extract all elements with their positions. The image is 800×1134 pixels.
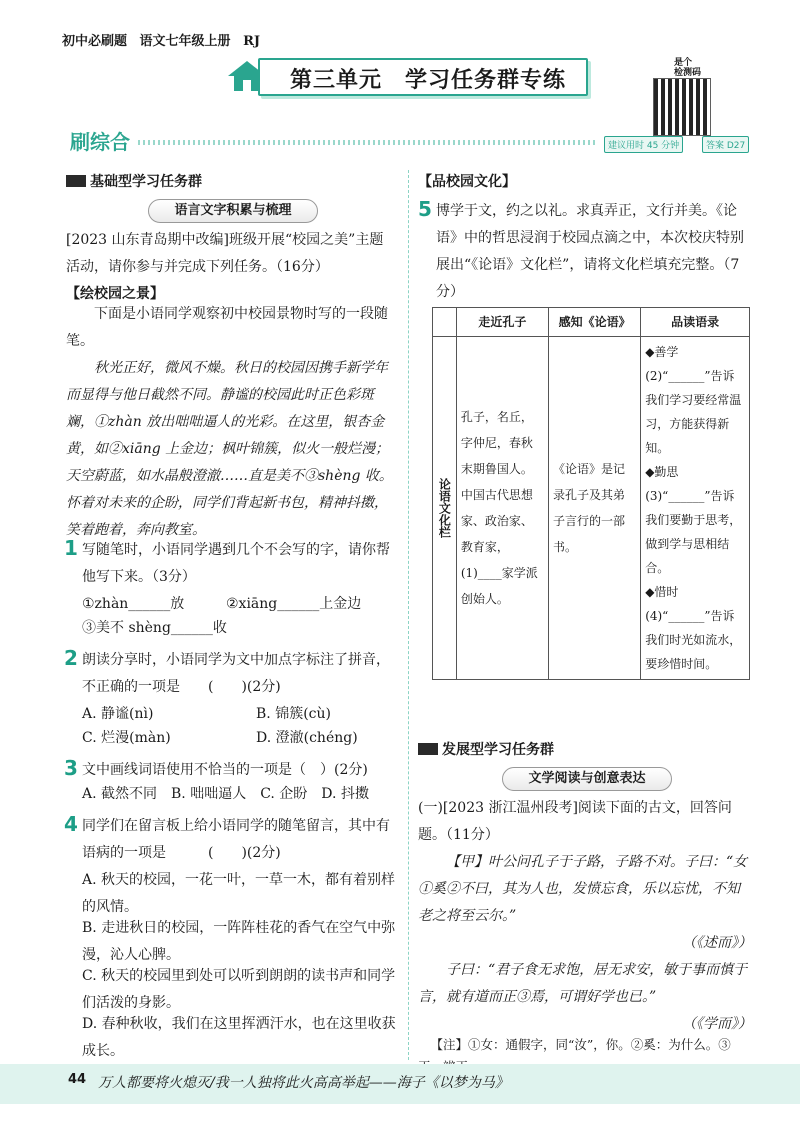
answer-badge: 答案 D27 bbox=[702, 136, 749, 153]
q4-option-d[interactable]: D. 春种秋收，我们在这里挥洒汗水，也在这里收获成长。 bbox=[82, 1016, 396, 1059]
annotation-note: 【注】①女：通假字，同“汝”，你。②奚：为什么。③ bbox=[430, 1037, 731, 1052]
q5-number: 5 bbox=[418, 197, 432, 221]
book-name: 初中必刷题 bbox=[62, 34, 128, 49]
section2-title bbox=[418, 739, 554, 759]
passage-jia2: 子曰：“君子食无求饱，居无求安，敏于事而慎于言，就有道而正③焉，可谓好学也已。” bbox=[418, 962, 748, 1005]
section1-title bbox=[66, 171, 202, 191]
q1-blank3[interactable]: ③美不 shèng______收 bbox=[82, 620, 227, 636]
qr-code-icon[interactable] bbox=[653, 78, 711, 136]
section1-title-text: 基础型学习任务群 bbox=[90, 174, 202, 190]
q3-options[interactable]: A. 截然不同 B. 咄咄逼人 C. 企盼 D. 抖擞 bbox=[82, 786, 369, 802]
q2-number: 2 bbox=[64, 646, 78, 670]
task1-intro: 下面是小语同学观察初中校园景物时写的一段随笔。 bbox=[66, 306, 388, 349]
q2-option-b[interactable]: B. 锦簇(cù) bbox=[256, 706, 331, 722]
culture-table bbox=[432, 307, 750, 680]
table-cell-quotes[interactable]: ◆善学 (2)“______”告诉我们学习要经常温习，方能获得新知。 ◆勤思 (3)“______”告诉我们要勤于思考，做到学与思相结合。 ◆惜时 (4)“______”告诉我们时光如流水，要珍惜时间。 bbox=[641, 337, 750, 680]
time-badge: 建议用时 45 分钟 bbox=[604, 136, 683, 153]
edition-label: RJ bbox=[243, 34, 261, 49]
table-corner bbox=[433, 308, 457, 337]
unit-title: 第三单元 学习任务群专练 bbox=[290, 68, 567, 93]
q4-text: 同学们在留言板上给小语同学的随笔留言，其中有语病的一项是 ( )(2分) bbox=[82, 818, 390, 861]
q1-text: 写随笔时，小语同学遇到几个不会写的字，请你帮他写下来。（3分） bbox=[82, 542, 390, 585]
q4-option-a[interactable]: A. 秋天的校园，一花一叶，一草一木，都有着别样的风情。 bbox=[82, 872, 396, 915]
task2-title: 【品校园文化】 bbox=[418, 174, 516, 190]
source-shuer: （《述而》） bbox=[682, 935, 752, 951]
q2-option-d[interactable]: D. 澄澈(chéng) bbox=[256, 730, 358, 746]
table-col1-header: 走近孔子 bbox=[456, 308, 548, 337]
qr-label: 是个 检测码 bbox=[674, 58, 702, 78]
table-col3-header: 品读语录 bbox=[641, 308, 750, 337]
table-cell-confucius[interactable]: 孔子，名丘，字仲尼，春秋末期鲁国人。中国古代思想家、政治家、教育家，(1)____家学派创始人。 bbox=[456, 337, 548, 680]
task1-title: 【绘校园之景】 bbox=[66, 286, 164, 302]
section-bar bbox=[66, 175, 86, 187]
essay-text: 秋光正好，微风不燥。秋日的校园因携手新学年而显得与他日截然不同。静谧的校园此时正色彩斑斓，①zhàn 放出咄咄逼人的光彩。在这里，银杏金黄，如②xiāng 上金边；枫叶锦簇，似火一般烂漫；天空蔚蓝，如水晶般澄澈……直是美不③shèng 收。怀着对未来的企盼，同学们背起新书包，精神抖擞，笑着跑着，奔向教室。 bbox=[66, 360, 393, 538]
pill-reading: 文学阅读与创意表达 bbox=[502, 767, 672, 791]
footer-motto: 万人都要将火熄灭/我一人独将此火高高举起——海子《以梦为马》 bbox=[98, 1075, 509, 1091]
column-divider bbox=[408, 170, 410, 1060]
pill-language: 语言文字积累与梳理 bbox=[148, 199, 318, 223]
subject-name: 语文七年级上册 bbox=[139, 34, 231, 49]
table-row-label: 论语文化栏 bbox=[433, 337, 457, 680]
header-book bbox=[62, 30, 268, 49]
q3-text: 文中画线词语使用不恰当的一项是（ ）(2分) bbox=[82, 762, 368, 778]
q2-text: 朗读分享时，小语同学为文中加点字标注了拼音，不正确的一项是 ( )(2分) bbox=[82, 652, 390, 695]
q2-option-c[interactable]: C. 烂漫(màn) bbox=[82, 730, 171, 746]
section2-title-text: 发展型学习任务群 bbox=[442, 742, 554, 758]
q2-option-a[interactable]: A. 静谧(nì) bbox=[82, 706, 154, 722]
q5-text: 博学于文，约之以礼。求真弄正，文行并美。《论语》中的哲思浸润于校园点滴之中，本次校庆特别展出“《论语》文化栏”，请将文化栏填充完整。（7分） bbox=[436, 203, 744, 300]
passage-jia: 【甲】叶公问孔子于子路，子路不对。子曰：“女①奚②不曰，其为人也，发愤忘食，乐以忘忧，不知老之将至云尔。” bbox=[418, 854, 748, 924]
source-xueer: （《学而》） bbox=[682, 1016, 752, 1032]
dotted-divider bbox=[138, 140, 598, 145]
q1-number: 1 bbox=[64, 536, 78, 560]
section-label: 刷综合 bbox=[70, 130, 130, 154]
unit-title-box bbox=[258, 58, 588, 96]
page-number: 44 bbox=[68, 1072, 87, 1087]
q1-blank1[interactable]: ①zhàn______放 bbox=[82, 596, 185, 612]
intro-text: [2023 山东青岛期中改编]班级开展“校园之美”主题活动，请你参与并完成下列任务。（16分） bbox=[66, 232, 384, 275]
q4-number: 4 bbox=[64, 812, 78, 836]
q4-option-b[interactable]: B. 走进秋日的校园，一阵阵桂花的香气在空气中弥漫，沁人心脾。 bbox=[82, 920, 396, 963]
q1-blank2[interactable]: ②xiāng______上金边 bbox=[226, 596, 362, 612]
reading-intro: (一)[2023 浙江温州段考]阅读下面的古文，回答问题。（11分） bbox=[418, 800, 732, 843]
q4-option-c[interactable]: C. 秋天的校园里到处可以听到朗朗的读书声和同学们活泼的身影。 bbox=[82, 968, 396, 1011]
table-col2-header: 感知《论语》 bbox=[549, 308, 641, 337]
q3-number: 3 bbox=[64, 756, 78, 780]
section-bar bbox=[418, 743, 438, 755]
table-cell-lunyu: 《论语》是记录孔子及其弟子言行的一部书。 bbox=[549, 337, 641, 680]
